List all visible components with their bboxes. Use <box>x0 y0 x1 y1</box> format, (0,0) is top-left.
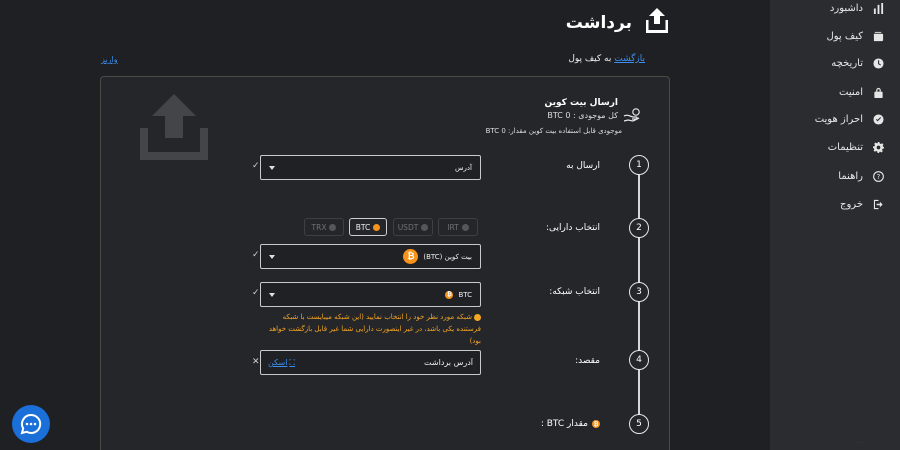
history-icon <box>872 57 884 69</box>
network-warning-text: شبکه مورد نظر خود را انتخاب نمایید (این شبکه میبایست با شبکه فرستنده یکی باشد، در غیر اینصورت دارایی شما غیر قابل بازگشت خواهد بود) <box>268 313 481 345</box>
asset-chip-trx[interactable] <box>304 218 344 236</box>
chat-icon <box>20 413 42 435</box>
chevron-down-icon <box>269 166 275 170</box>
sidebar-item-label: راهنما <box>838 170 863 182</box>
scan-button[interactable] <box>268 358 295 368</box>
lock-icon <box>872 86 884 98</box>
step-label-amount <box>541 419 600 429</box>
logout-icon <box>872 198 884 210</box>
total-balance: کل موجودی : BTC 0 <box>547 111 618 120</box>
send-title: ارسال بیت کوین <box>544 98 618 108</box>
sidebar-item-security[interactable] <box>770 81 900 103</box>
btc-icon: ₿ <box>403 249 418 264</box>
sidebar-item-label: امنیت <box>839 86 863 98</box>
close-icon[interactable]: ✕ <box>252 357 260 367</box>
network-warning <box>266 311 481 347</box>
breadcrumb-suffix: به کیف پول <box>568 54 615 64</box>
verified-icon <box>872 113 884 125</box>
sidebar <box>770 0 900 450</box>
asset-chip-label: BTC <box>355 222 371 232</box>
sidebar-item-dashboard[interactable] <box>770 0 900 19</box>
chevron-down-icon <box>269 255 275 259</box>
step-number: 4 <box>629 350 649 370</box>
asset-chip-irt[interactable] <box>438 218 478 236</box>
step-number: 2 <box>629 218 649 238</box>
network-select-label: BTC <box>458 290 472 299</box>
destination-address-input[interactable] <box>323 358 473 367</box>
chevron-down-icon <box>269 293 275 297</box>
scan-label: اسکن <box>268 358 288 367</box>
sidebar-item-verification[interactable] <box>770 108 900 130</box>
usdt-icon <box>421 224 428 231</box>
sidebar-item-help[interactable] <box>770 165 900 187</box>
sidebar-item-label: احراز هویت <box>814 113 863 125</box>
help-icon <box>872 170 884 182</box>
sidebar-item-label: تنظیمات <box>827 141 863 153</box>
check-icon: ✓ <box>252 250 260 260</box>
asset-chip-label: USDT <box>397 222 419 232</box>
asset-select-label: بیت کوین (BTC) <box>423 252 472 261</box>
hand-coin-icon <box>623 107 643 123</box>
step-label-asset: انتخاب دارایی: <box>546 223 600 233</box>
irt-icon <box>462 224 469 231</box>
deposit-link[interactable]: واریز <box>101 55 118 64</box>
btc-icon <box>373 224 380 231</box>
step-number: 5 <box>629 414 649 434</box>
sidebar-item-settings[interactable] <box>770 136 900 158</box>
upload-watermark-icon <box>138 92 210 162</box>
btc-icon: ₿ <box>447 291 452 298</box>
sidebar-item-wallet[interactable] <box>770 25 900 47</box>
sidebar-item-label: داشبورد <box>829 2 863 14</box>
page-title: برداشت <box>565 13 632 33</box>
asset-chip-label: IRT <box>447 222 459 232</box>
asset-select-value <box>403 249 472 264</box>
btc-icon: ₿ <box>593 420 599 428</box>
sidebar-item-logout[interactable] <box>770 193 900 215</box>
sidebar-item-label: کیف پول <box>826 30 863 42</box>
qr-scan-icon: ⛶ <box>289 357 296 367</box>
support-chat-button[interactable] <box>12 405 50 443</box>
available-balance: موجودی قابل استفاده بیت کوین مقدار: BTC 0 <box>485 127 622 135</box>
gear-icon <box>872 141 884 153</box>
check-icon: ✓ <box>252 161 260 171</box>
step-number: 1 <box>629 155 649 175</box>
sidebar-item-history[interactable] <box>770 52 900 74</box>
check-icon: ✓ <box>252 288 260 298</box>
corner-mark: · · · · <box>856 440 868 446</box>
step-label-send-to: ارسال به <box>566 161 600 171</box>
svg-text:?: ? <box>876 172 880 181</box>
warning-icon <box>474 314 481 321</box>
wallet-icon <box>872 30 884 42</box>
send-to-value: آدرس <box>455 163 472 172</box>
network-select-value <box>445 291 472 299</box>
asset-chip-label: TRX <box>311 222 327 232</box>
sidebar-item-label: خروج <box>840 198 863 210</box>
destination-field <box>260 350 481 375</box>
sidebar-item-label: تاریخچه <box>831 57 863 69</box>
send-to-select[interactable] <box>260 155 481 180</box>
asset-select[interactable] <box>260 244 481 269</box>
asset-chip-btc[interactable] <box>349 218 387 236</box>
breadcrumb <box>568 54 645 64</box>
step-label-network: انتخاب شبکه: <box>549 287 600 297</box>
asset-chip-usdt[interactable] <box>393 218 433 236</box>
network-select[interactable] <box>260 282 481 307</box>
step-label-amount-text: مقدار BTC : <box>540 419 588 429</box>
trx-icon <box>329 224 336 231</box>
step-number: 3 <box>629 282 649 302</box>
step-label-destination: مقصد: <box>575 356 600 366</box>
upload-icon <box>645 8 669 34</box>
back-to-wallet-link[interactable]: بازگشت <box>614 54 645 64</box>
chart-icon <box>872 2 884 14</box>
